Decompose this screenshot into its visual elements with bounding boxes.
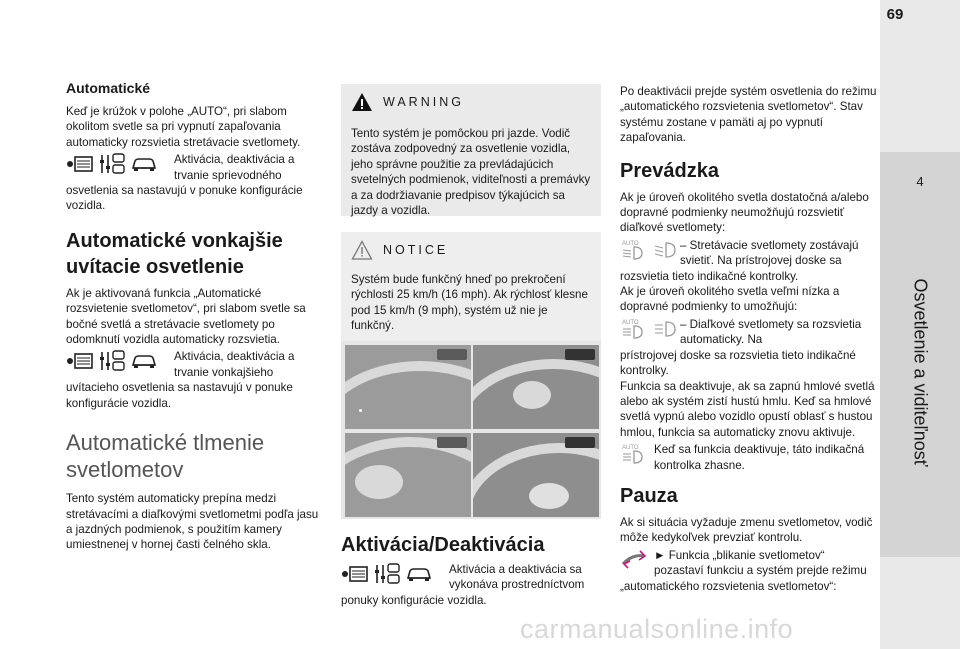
illustration-roads	[341, 341, 601, 519]
svg-text:AUTO: AUTO	[622, 445, 639, 452]
config-icons-3	[341, 562, 449, 586]
warning-title: WARNING	[383, 95, 464, 109]
column-left	[66, 80, 322, 553]
page-number: 69	[886, 6, 904, 23]
paragraph-high-beam-right: – Diaľkové svetlomety sa rozsvietia automaticky. Na	[680, 317, 862, 347]
notice-text: Systém bude funkčný hneď po prekročení rýchlosti 25 km/h (16 mph). Ak rýchlosť klesne pod 15 km/h (9 mph), systém už nie je funkčný.	[351, 273, 588, 333]
paragraph-welcome-rest: uvítacieho osvetlenia sa nastavujú v ponuke konfigurácie vozidla.	[66, 381, 293, 410]
scene-2	[473, 345, 599, 429]
paragraph-indicator-off: Keď sa funkcia deaktivuje, táto indikačná kontrolka zhasne.	[654, 443, 865, 472]
watermark: carmanualsonline.info	[520, 614, 794, 644]
car-icon	[130, 349, 158, 373]
flash-icon-wrap	[620, 548, 654, 572]
headlight-flash-stalk-icon	[620, 548, 648, 572]
paragraph-high-beam-rest: prístrojovej doske sa rozsvietia tieto indikačné kontrolky.	[620, 348, 856, 378]
touchscreen-icon	[66, 349, 94, 373]
touchscreen-icon	[66, 152, 94, 176]
paragraph-flash-rest: „automatického rozsvietenia svetlometov“:	[620, 579, 837, 593]
auto-high-beam-icon	[620, 317, 648, 341]
paragraph-guide-light-right: Aktivácia, deaktivácia a trvanie sprievodného	[174, 153, 295, 182]
paragraph-flash-right: ► Funkcia „blikanie svetlometov“ pozastaví funkciu a systém prejde režimu	[654, 548, 867, 578]
indicator-icons-low	[620, 238, 680, 262]
paragraph-operation-1: Ak je úroveň okolitého svetla dostatočná a/alebo dopravné podmienky neumožňujú rozsvietiť diaľkové svetlomety:	[620, 190, 869, 235]
notice-title: NOTICE	[383, 243, 449, 257]
settings-sliders-icon	[98, 152, 126, 176]
high-beam-icon	[652, 317, 680, 341]
config-icons	[66, 152, 174, 176]
svg-text:AUTO: AUTO	[622, 319, 639, 326]
paragraph-activation-right: Aktivácia a deaktivácia sa vykonáva prostredníctvom	[449, 563, 585, 592]
chapter-tab-band	[880, 152, 960, 557]
heading-operation: Prevádzka	[620, 159, 719, 182]
indicator-icon-off	[620, 442, 654, 466]
warning-box	[341, 84, 601, 216]
chapter-number: 4	[916, 174, 924, 189]
paragraph-low-beam-rest: rozsvietia tieto indikačné kontrolky.	[620, 269, 799, 283]
notice-icon	[351, 240, 373, 260]
chapter-title: Osvetlenie a viditeľnosť	[910, 278, 931, 467]
auto-low-beam-icon	[620, 238, 648, 262]
scene-3	[345, 433, 471, 517]
scene-4	[473, 433, 599, 517]
heading-dimming: Automatické tlmenie svetlometov	[66, 430, 265, 483]
scene-1	[345, 345, 471, 429]
paragraph-operation-2: Ak je úroveň okolitého svetla veľmi nízka a dopravné podmienky to umožňujú:	[620, 285, 840, 314]
settings-sliders-icon	[98, 349, 126, 373]
touchscreen-icon	[341, 562, 369, 586]
chapter-side-tab	[880, 0, 960, 649]
settings-sliders-icon	[373, 562, 401, 586]
warning-icon	[351, 92, 373, 112]
paragraph-dimming: Tento systém automaticky prepína medzi stretávacími a diaľkovými svetlometmi podľa jasu a jazdných podmienok, s použitím kamery umiestnenej v hornej časti čelného skla.	[66, 492, 319, 552]
paragraph-welcome-right: Aktivácia, deaktivácia a trvanie vonkajšieho	[174, 350, 295, 379]
paragraph-low-beam-right: – Stretávacie svetlomety zostávajú svietiť. Na prístrojovej doske sa	[680, 238, 859, 268]
low-beam-icon	[652, 238, 680, 262]
car-icon	[405, 562, 433, 586]
paragraph-fog: Funkcia sa deaktivuje, ak sa zapnú hmlové svetlá alebo ak systém zistí hustú hmlu. Keď sa hmlové svetlá vypnú alebo vozidlo opustí oblasť s hustou hmlou, funkcia sa automaticky znovu aktivuje.	[620, 379, 875, 439]
paragraph-after-deactivation: Po deaktivácii prejde systém osvetlenia do režimu „automatického rozsvietenia svetlometov“. Stav systému zostane v pamäti aj po vypnutí zapaľovania.	[620, 85, 877, 145]
config-icons-2	[66, 349, 174, 373]
heading-activation: Aktivácia/Deaktivácia	[341, 534, 545, 556]
heading-automatic: Automatické	[66, 80, 151, 96]
paragraph-auto-position: Keď je krúžok v polohe „AUTO“, pri slabom okolitom svetle sa pri vypnutí zapaľovania automaticky rozsvietia stretávacie svetlomety.	[66, 105, 301, 149]
auto-high-beam-icon	[620, 442, 648, 466]
column-right	[620, 84, 878, 594]
paragraph-auto-headlights: Ak je aktivovaná funkcia „Automatické rozsvietenie svetlometov“, pri slabom svetle sa bočné svetlá a stretávacie svetlomety po odomknutí vozidla automaticky rozsvietia.	[66, 286, 306, 347]
heading-outdoor-welcome: Automatické vonkajšie uvítacie osvetlenie	[66, 229, 283, 278]
paragraph-activation-rest: ponuky konfigurácie vozidla.	[341, 593, 487, 607]
activation-section	[341, 532, 601, 608]
paragraph-guide-light-rest: osvetlenia sa nastavujú v ponuke konfigurácie vozidla.	[66, 184, 303, 213]
notice-box	[341, 232, 601, 342]
paragraph-pause-1: Ak si situácia vyžaduje zmenu svetlometov, vodič môže kedykoľvek prevziať kontrolu.	[620, 515, 873, 545]
car-icon	[130, 152, 158, 176]
heading-pause: Pauza	[620, 484, 678, 507]
svg-text:AUTO: AUTO	[622, 240, 639, 247]
indicator-icons-high	[620, 317, 680, 341]
warning-text: Tento systém je pomôckou pri jazde. Vodič zostáva zodpovedný za osvetlenie vozidla, jeho správne použitie za prevládajúcich svetelných podmienok, viditeľnosti a premávky a za dodržiavanie predpisov týkajúcich sa jazdy a vozidla.	[351, 127, 591, 218]
